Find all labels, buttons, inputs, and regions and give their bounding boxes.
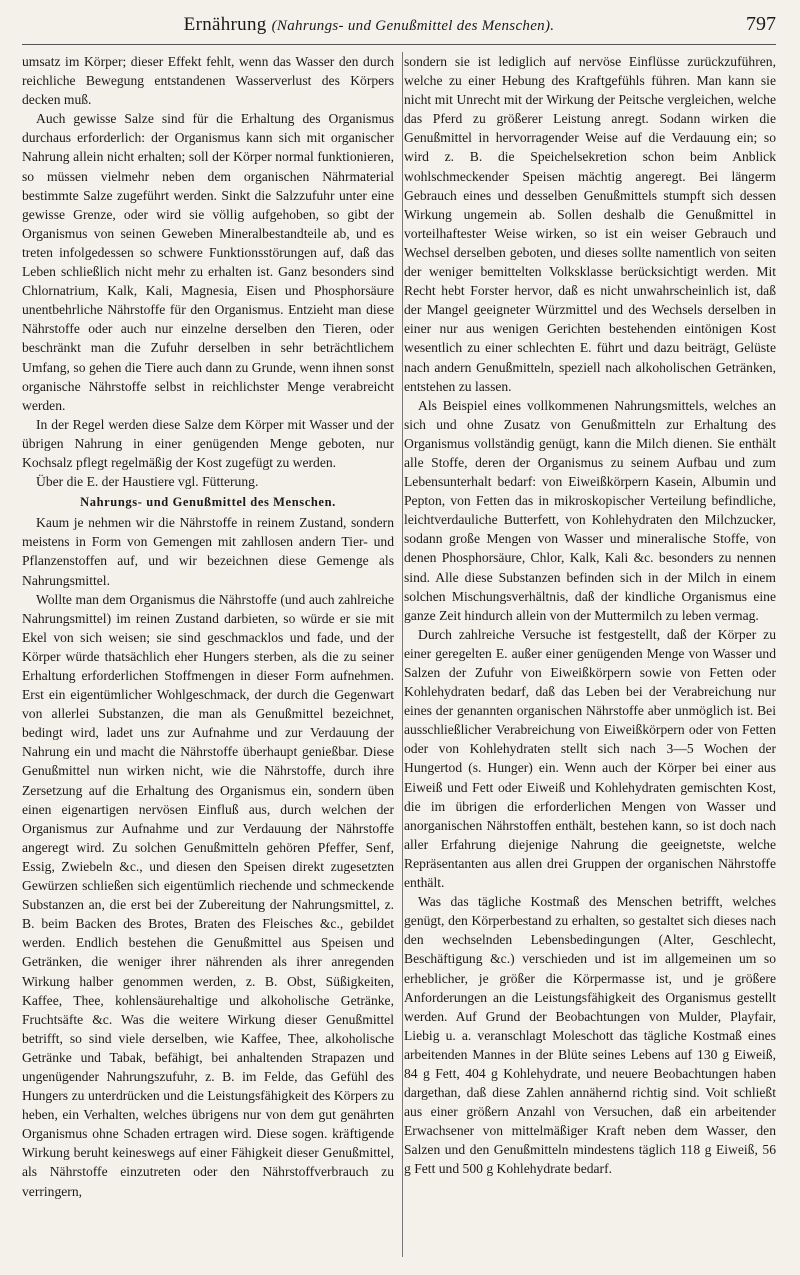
left-column — [22, 52, 394, 1257]
paragraph: Durch zahlreiche Versuche ist festgestellt, daß der Körper zu einer geregelten E. außer einer genügenden Menge von Wasser und Salzen der Zufuhr von Eiweißkörpern sowie von Fetten oder Kohlehydraten bedarf, daß das Leben bei der Verabreichung nur eines der genannten organischen Nährstoffe aber unmöglich ist. Bei ausschließlicher Verabreichung von Eiweißkörpern oder von Fetten oder von Kohlehydraten stellt sich nach 3—5 Wochen der Hungertod (s. Hunger) ein. Wenn auch der Körper bei einer aus Eiweiß und Fett oder Eiweiß und Kohlehydraten gemischten Kost, die im übrigen die erforderlichen Mengen von Wasser und anorganischen Nährstoffen enthält, bestehen kann, so ist doch nach aller Erfahrung diejenige Nahrung die geeignetste, welche Repräsentanten aus allen drei Gruppen der organischen Nährstoffe enthält. — [404, 626, 776, 891]
paragraph: umsatz im Körper; dieser Effekt fehlt, wenn das Wasser den durch reichliche Bewegung entstandenen Wasserverlust des Körpers decken muß. — [22, 54, 394, 108]
paragraph: Als Beispiel eines vollkommenen Nahrungsmittels, welches an sich und ohne Zusatz von Genußmitteln zur Erhaltung des Organismus vollständig genügt, kann die Milch dienen. Sie enthält alle Stoffe, deren der Organismus zu seinem Aufbau und zum Lebensunterhalt bedarf: von Eiweißkörpern Kasein, Albumin und Pepton, von Fetten das in mikroskopischer Verteilung befindliche, leichtverdauliche Butterfett, von Kohlehydraten den Milchzucker, sodann große Mengen von Wasser und mineralische Stoffe, von denen Phosphorsäure, Chlor, Kalk, Kali &c. besonders zu nennen sind. Alle diese Substanzen befinden sich in der Milch in einem solchen Mischungsverhältnis, daß der kindliche Organismus eine ganze Zeit hindurch allein von der Muttermilch zu leben vermag. — [404, 397, 776, 623]
paragraph: Was das tägliche Kostmaß des Menschen betrifft, welches genügt, den Körperbestand zu erhalten, so gestaltet sich dieses nach den wechselnden Lebensbedingungen (Alter, Geschlecht, Beschäftigung &c.) verschieden und ist im allgemeinen um so erheblicher, je größer die Körpermasse ist, und je größere Anforderungen an die Leistungsfähigkeit des Organismus gestellt werden. Auf Grund der Beobachtungen von Mulder, Playfair, Liebig u. a. veranschlagt Moleschott das tägliche Kostmaß eines arbeitenden Mannes in der Blüte seines Lebens auf 130 g Eiweiß, 84 g Fett, 404 g Kohlehydrate, und neuere Beobachtungen haben dargethan, daß diese Zahlen annähernd richtig sind. Voit schließt aus einer größern Anzahl von Versuchen, daß ein arbeitender Erwachsener von mittelmäßiger Kraft neben dem Wasser, den Salzen und den Genußmitteln mindestens täglich 118 g Eiweiß, 56 g Fett und 500 g Kohlehydrate bedarf. — [404, 894, 776, 1177]
cross-reference: Über die E. der Haustiere vgl. Fütterung. — [36, 474, 259, 490]
paragraph: In der Regel werden diese Salze dem Körper mit Wasser und der übrigen Nahrung in einer genügenden Menge geboten, nur Kochsalz pflegt regelmäßig der Kost zugefügt zu werden. — [22, 416, 394, 470]
section-heading: Nahrungs- und Genußmittel des Menschen. — [80, 495, 336, 510]
running-title-subtitle: (Nahrungs- und Genußmittel des Menschen). — [271, 18, 555, 34]
paragraph: Auch gewisse Salze sind für die Erhaltung des Organismus durchaus erforderlich: der Organismus kann sich mit organischer Nahrung allein nicht erhalten; soll der Körper normal funktionieren, so müssen vielmehr neben dem organischen Nährmaterial bestimmte Salze zugeführt werden. Sinkt die Salzzufuhr unter eine gewisse Grenze, oder wird sie völlig aufgehoben, so gibt der Organismus von seinen Geweben Mineralbestandteile ab, und es treten infolgedessen so schwere Funktionsstörungen auf, daß das Leben schließlich nicht mehr zu erhalten ist. Ganz besonders sind Chlornatrium, Kalk, Kali, Magnesia, Eisen und Phosphorsäure unentbehrliche Nährstoffe für den Organismus. Entzieht man diese Nährstoffe oder auch nur einzelne derselben den Tieren, oder beschränkt man die Zufuhr derselben in sehr beträchtlichem Umfang, so gehen die Tiere auch dann zu Grunde, wenn ihnen sonst organische Nährstoffe selbst in reichlichster Menge verabreicht werden. — [22, 111, 394, 413]
running-title-main: Ernährung — [183, 14, 267, 35]
page-header — [22, 10, 776, 45]
page-number: 797 — [746, 13, 776, 35]
text-columns — [22, 52, 776, 1257]
right-column — [404, 52, 776, 1257]
paragraph: Kaum je nehmen wir die Nährstoffe in reinem Zustand, sondern meistens in Form von Gemengen mit zahllosen andern Tier- und Pflanzenstoffen auf, und wir bezeichnen diese Gemenge als Nahrungsmittel. — [22, 515, 394, 588]
paragraph: sondern sie ist lediglich auf nervöse Einflüsse zurückzuführen, welche zu einer Hebung des Kraftgefühls führen. Man kann sie nicht mit Unrecht mit der Wirkung der Peitsche vergleichen, welche das Pferd zu größerer Leistung anregt. Sodann wirken die Genußmittel in hervorragender Weise auf die Verdauung ein; so wird z. B. die Speichelsekretion schon beim Anblick wohlschmeckender Speisen mächtig angeregt. Bei längerm Gebrauch eines und desselben Genußmittels stumpft sich dessen Wirkung ungemein ab. Sollen deshalb die Genußmittel in vorteilhaftester Weise wirken, so ist ein weiser Gebrauch und Wechsel derselben geboten, und dieses sollte namentlich von seiten der weniger bemittelten Volksklasse berücksichtigt werden. Mit Recht hebt Forster hervor, daß es nicht unwahrscheinlich ist, daß der Mangel geeigneter Würzmittel und des Wechsels derselben in einer nur aus wenigen Gerichten bestehenden eintönigen Kost wesentlich zu einer schlechten E. führt und dazu beiträgt, Gelüste nach andern Genußmitteln, speziell nach alkoholischen Getränken, entstehen zu lassen. — [404, 54, 776, 394]
running-title — [22, 14, 716, 36]
column-divider — [402, 52, 403, 1257]
paragraph: Wollte man dem Organismus die Nährstoffe (und auch zahlreiche Nahrungsmittel) im reinen Zustand darbieten, so würde er sie mit Ekel von sich weisen; sie sind geschmacklos und fade, und der Körper würde thatsächlich eher Hungers sterben, als die zu seiner Erhaltung erforderlichen Stoffmengen in dieser Form aufnehmen. Erst ein eigentümlicher Wohlgeschmack, der durch die Gegenwart von allerlei Substanzen, die man als Genußmittel bezeichnet, bedingt wird, ladet uns zur Aufnahme und zur Verdauung der Nahrung ein und macht die Nährstoffe überhaupt genießbar. Diese Genußmittel nun wirken nicht, wie die Nährstoffe, durch ihre Zersetzung auf die Erhaltung des Organismus ein, sondern üben einen eigenartigen nervösen Einfluß aus, durch welchen der Organismus zur Aufnahme und zur Verdauung der Nährstoffe angeregt wird. Zu solchen Genußmitteln gehören Pfeffer, Senf, Essig, Zwiebeln &c., und diesen den Speisen direkt zugesetzten Gewürzen schließen sich eigentümlich riechende und schmeckende Substanzen an, die erst bei der Zubereitung der Nahrungsmittel, z. B. beim Backen des Brotes, Braten des Fleisches &c., gebildet werden. Endlich bestehen die Genußmittel aus Speisen und Getränken, die weniger ihrer nährenden als ihrer anregenden Wirkung halber genommen werden, z. B. Obst, Süßigkeiten, Kaffee, Thee, kohlensäurehaltige und alkoholische Getränke, Fruchtsäfte &c. Was die weitere Wirkung dieser Genußmittel betrifft, so sind viele derselben, wie Kaffee, Thee, alkoholische Getränke und Tabak, befähigt, bei anhaltenden Strapazen und ungenügender Nahrungszufuhr, z. B. im Felde, das Gefühl des Hungers zu unterdrücken und die Leistungsfähigkeit des Körpers zu heben, ein Verhalten, welches übrigens nur von dem gut genährten Organismus ohne Schaden ertragen wird. Diese sogen. kräftigende Wirkung beruht keineswegs auf einer Fähigkeit dieser Genußmittel, als Nährstoffe einzutreten oder den Nährstoffverbrauch zu verringern, — [22, 591, 394, 1199]
